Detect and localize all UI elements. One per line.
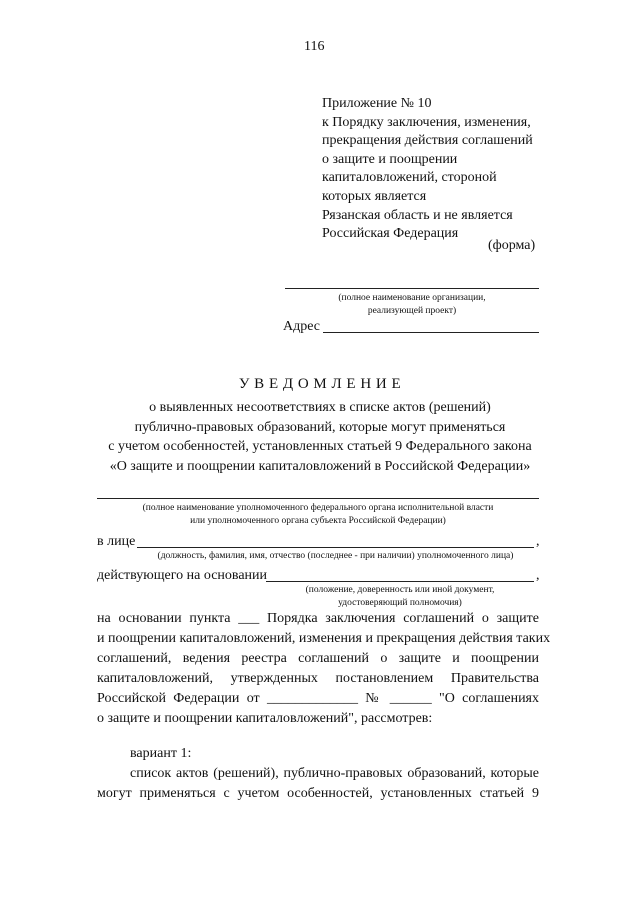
appendix-line: прекращения действия соглашений xyxy=(322,133,533,149)
subtitle-line: с учетом особенностей, установленных статьей 9 Федерального закона xyxy=(108,439,532,455)
appendix-line: которых является xyxy=(322,188,427,204)
subtitle-line: «О защите и поощрении капиталовложений в Российской Федерации» xyxy=(109,458,531,474)
authority-caption-line: или уполномоченного органа субъекта Российской Федерации) xyxy=(190,516,446,526)
acting-label: действующего на основании xyxy=(97,568,268,583)
acting-caption xyxy=(266,584,534,610)
subtitle-line: публично-правовых образований, которые могут применяться xyxy=(134,419,506,435)
org-caption-line: (полное наименование организации, xyxy=(338,293,486,303)
in-person-line[interactable] xyxy=(137,547,534,548)
appendix-line: к Порядку заключения, изменения, xyxy=(322,114,531,130)
document-title: У В Е Д О М Л Е Н И Е xyxy=(238,376,402,392)
page-number: 116 xyxy=(304,39,325,54)
acting-caption-line: удостоверяющий полномочия) xyxy=(338,598,462,608)
form-mark: (форма) xyxy=(488,238,536,253)
body-line: на основании пункта ___ Порядка заключения соглашений о защите xyxy=(97,611,539,626)
acting-comma: , xyxy=(536,568,540,583)
body-line: соглашений, ведения реестра соглашений о защите и поощрении xyxy=(97,651,539,666)
subtitle-line: о выявленных несоответствиях в списке актов (решений) xyxy=(149,400,491,415)
authority-name-line[interactable] xyxy=(97,498,539,499)
appendix-line: Рязанская область и не является xyxy=(322,207,513,223)
variant-label: вариант 1: xyxy=(130,746,192,761)
in-person-caption: (должность, фамилия, имя, отчество (последнее - при наличии) уполномоченного лица) xyxy=(157,551,514,561)
address-line[interactable] xyxy=(323,332,539,333)
authority-caption-line: (полное наименование уполномоченного федерального органа исполнительной власти xyxy=(142,503,494,513)
address-label: Адрес xyxy=(283,319,321,334)
in-person-label: в лице xyxy=(97,534,136,549)
document-subtitle xyxy=(0,398,640,476)
org-caption xyxy=(285,292,539,318)
body-line: и поощрении капиталовложений, изменения и прекращения действия таких xyxy=(97,631,551,646)
in-person-comma: , xyxy=(536,534,540,549)
variant-line: список актов (решений), публично-правовых образований, которые xyxy=(130,766,539,781)
appendix-line: капиталовложений, стороной xyxy=(322,170,497,186)
body-line: капиталовложений, утвержденных постановлением Правительства xyxy=(97,671,539,686)
org-name-line[interactable] xyxy=(285,288,539,289)
acting-basis-line[interactable] xyxy=(266,581,534,582)
variant-line: могут применяться с учетом особенностей, установленных статьей 9 xyxy=(97,786,539,801)
body-line: о защите и поощрении капиталовложений", рассмотрев: xyxy=(97,711,433,726)
appendix-line: Российская Федерация xyxy=(322,226,459,242)
appendix-block xyxy=(322,95,533,244)
authority-caption xyxy=(97,502,539,528)
acting-caption-line: (положение, доверенность или иной документ, xyxy=(305,585,495,595)
appendix-line: о защите и поощрении xyxy=(322,151,458,167)
appendix-line: Приложение № 10 xyxy=(322,96,432,111)
body-line: Российской Федерации от _____________ № ______ "О соглашениях xyxy=(97,691,539,706)
org-caption-line: реализующей проект) xyxy=(367,306,457,316)
